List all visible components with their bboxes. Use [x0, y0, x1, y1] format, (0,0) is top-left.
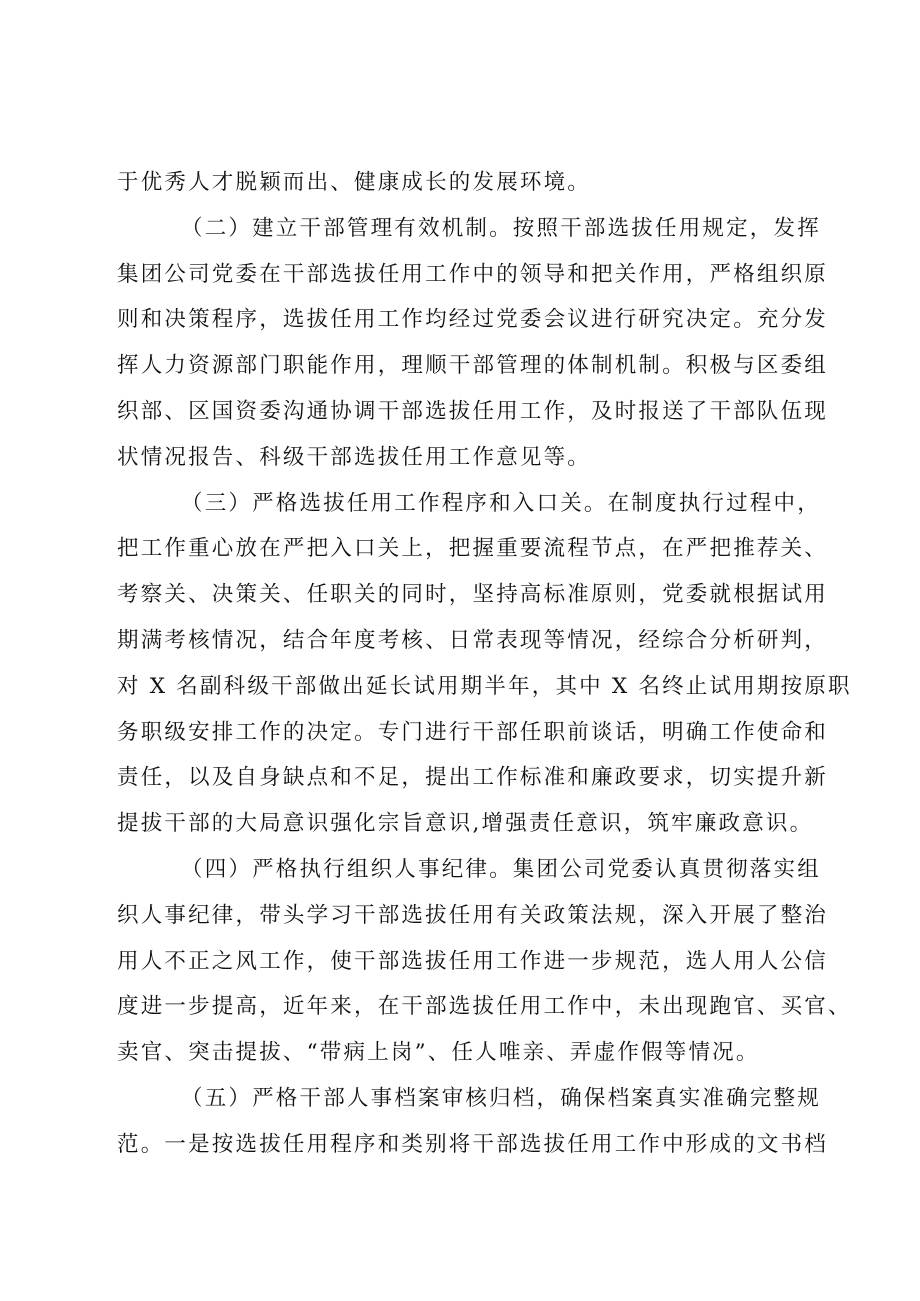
text-line: 考察关、决策关、任职关的同时，坚持高标准原则，党委就根据试用 [117, 582, 829, 608]
body-text [117, 160, 852, 1168]
paragraph-first-line: （四）严格执行组织人事纪律。集团公司党委认真贯彻落实组 [181, 856, 821, 882]
text-line: 责任，以及自身缺点和不足，提出工作标准和廉政要求，切实提升新 [117, 765, 829, 791]
text-line: 期满考核情况，结合年度考核、日常表现等情况，经综合分析研判， [117, 627, 829, 653]
text-line: 则和决策程序，选拔任用工作均经过党委会议进行研究决定。充分发 [117, 307, 829, 333]
paragraph-first-line: （五）严格干部人事档案审核归档，确保档案真实准确完整规 [181, 1085, 821, 1111]
text-line: 务职级安排工作的决定。专门进行干部任职前谈话，明确工作使命和 [117, 719, 829, 745]
text-line: 挥人力资源部门职能作用，理顺干部管理的体制机制。积极与区委组 [117, 353, 829, 379]
text-line: 状情况报告、科级干部选拔任用工作意见等。 [117, 444, 592, 470]
text-line: 把工作重心放在严把入口关上，把握重要流程节点，在严把推荐关、 [117, 536, 829, 562]
text-line: 对 X 名副科级干部做出延长试用期半年，其中 X 名终止试用期按原职 [117, 673, 852, 699]
text-line: 提拔干部的大局意识强化宗旨意识,增强责任意识，筑牢廉政意识。 [117, 811, 814, 837]
text-line: 织部、区国资委沟通协调干部选拔任用工作，及时报送了干部队伍现 [117, 398, 829, 424]
text-line: 于优秀人才脱颖而出、健康成长的发展环境。 [117, 170, 592, 195]
text-line: 集团公司党委在干部选拔任用工作中的领导和把关作用，严格组织原 [117, 261, 829, 287]
paragraph-first-line: （二）建立干部管理有效机制。按照干部选拔任用规定，发挥 [181, 215, 821, 241]
text-line: 范。一是按选拔任用程序和类别将干部选拔任用工作中形成的文书档 [117, 1131, 829, 1157]
paragraph-first-line: （三）严格选拔任用工作程序和入口关。在制度执行过程中， [181, 490, 821, 516]
text-line: 度进一步提高，近年来，在干部选拔任用工作中，未出现跑官、买官、 [117, 994, 852, 1020]
text-line: 用人不正之风工作，使干部选拔任用工作进一步规范，选人用人公信 [117, 948, 829, 974]
text-line: 织人事纪律，带头学习干部选拔任用有关政策法规，深入开展了整治 [117, 902, 829, 928]
text-line: 卖官、突击提拔、“带病上岗”、任人唯亲、弄虚作假等情况。 [117, 1040, 760, 1066]
